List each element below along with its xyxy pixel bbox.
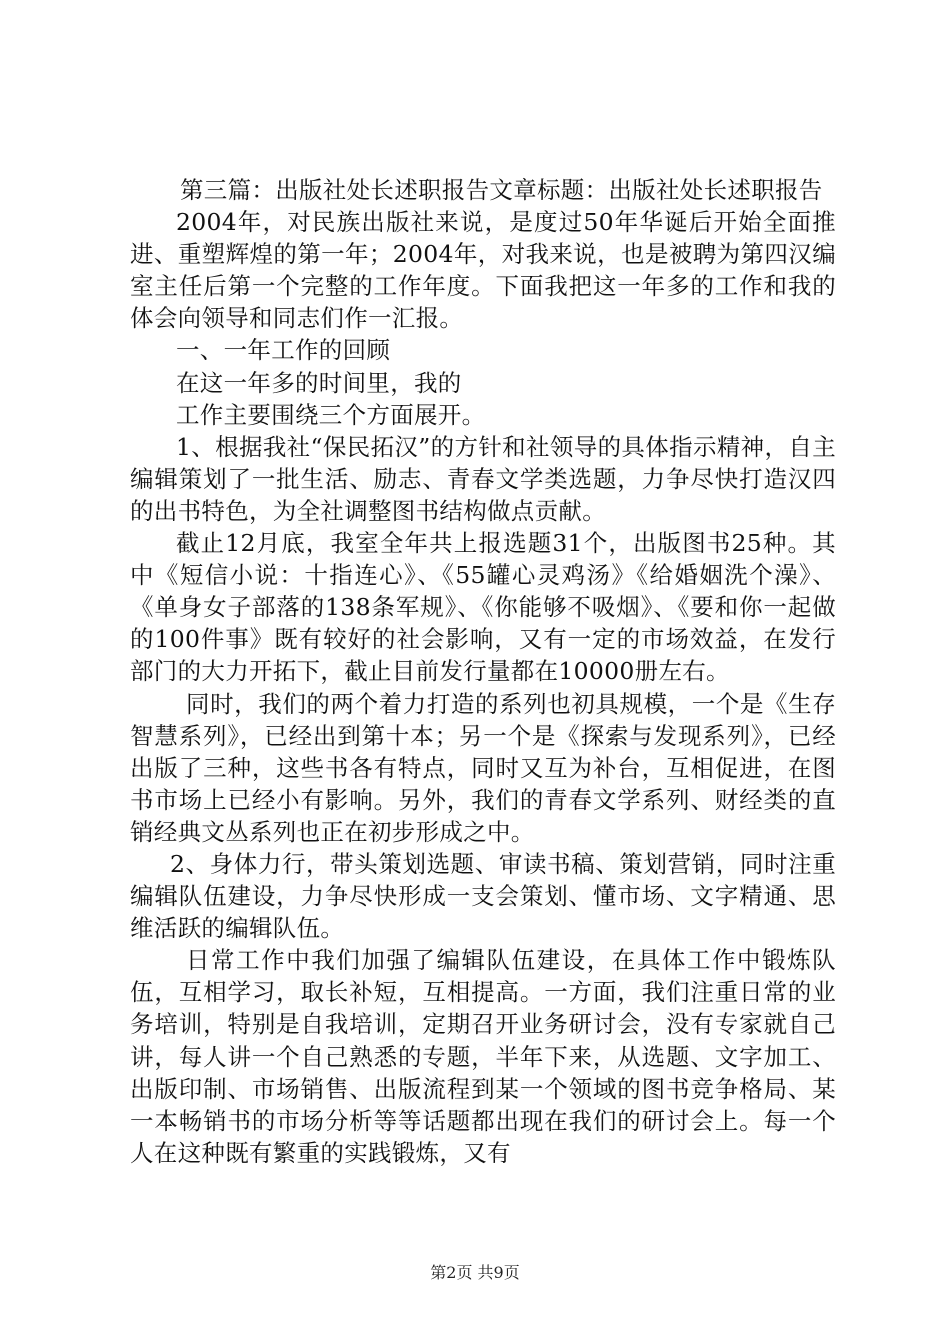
paragraph-team: 日常工作中我们加强了编辑队伍建设，在具体工作中锻炼队伍，互相学习，取长补短，互相提高。一方面，我们注重日常的业务培训，特别是自我培训，定期召开业务研讨会，没有专家就自己讲，每人讲一个自己熟悉的专题，半年下来，从选题、文字加工、出版印制、市场销售、出版流程到某一个领域的图书竞争格局、某一本畅销书的市场分析等等话题都出现在我们的研讨会上。每一个人在这种既有繁重的实践锻炼，又有 [130, 946, 836, 1167]
section-heading: 一、一年工作的回顾 [176, 336, 391, 365]
paragraph-intro: 2004年，对民族出版社来说，是度过50年华诞后开始全面推进、重塑辉煌的第一年；2004年，对我来说，也是被聘为第四汉编室主任后第一个完整的工作年度。下面我把这一年多的工作和我的体会向领导和同志们作一汇报。 [130, 208, 836, 333]
document-title: 第三篇：出版社处长述职报告文章标题：出版社处长述职报告 [180, 176, 823, 204]
paragraph-line: 在这一年多的时间里，我的 [176, 368, 462, 397]
document-body [130, 174, 836, 1169]
paragraph-stats: 截止12月底，我室全年共上报选题31个，出版图书25种。其中《短信小说：十指连心》、《55罐心灵鸡汤》《给婚姻洗个澡》、《单身女子部落的138条军规》、《你能够不吸烟》、《要和你一起做的100件事》既有较好的社会影响，又有一定的市场效益，在发行部门的大力开拓下，截止目前发行量都在10000册左右。 [130, 529, 836, 686]
page-footer: 第2页 共9页 [430, 1263, 520, 1282]
paragraph-series: 同时，我们的两个着力打造的系列也初具规模，一个是《生存智慧系列》，已经出到第十本；另一个是《探索与发现系列》，已经出版了三种，这些书各有特点，同时又互为补台，互相促进，在图书市场上已经小有影响。另外，我们的青春文学系列、财经类的直销经典文丛系列也正在初步形成之中。 [130, 689, 836, 846]
paragraph-line: 工作主要围绕三个方面展开。 [176, 400, 486, 429]
paragraph-item-2: 2、身体力行，带头策划选题、审读书稿、策划营销，同时注重编辑队伍建设，力争尽快形成一支会策划、懂市场、文字精通、思维活跃的编辑队伍。 [130, 849, 836, 943]
paragraph-item-1: 1、根据我社“保民拓汉”的方针和社领导的具体指示精神，自主编辑策划了一批生活、励志、青春文学类选题，力争尽快打造汉四的出书特色，为全社调整图书结构做点贡献。 [130, 432, 836, 525]
